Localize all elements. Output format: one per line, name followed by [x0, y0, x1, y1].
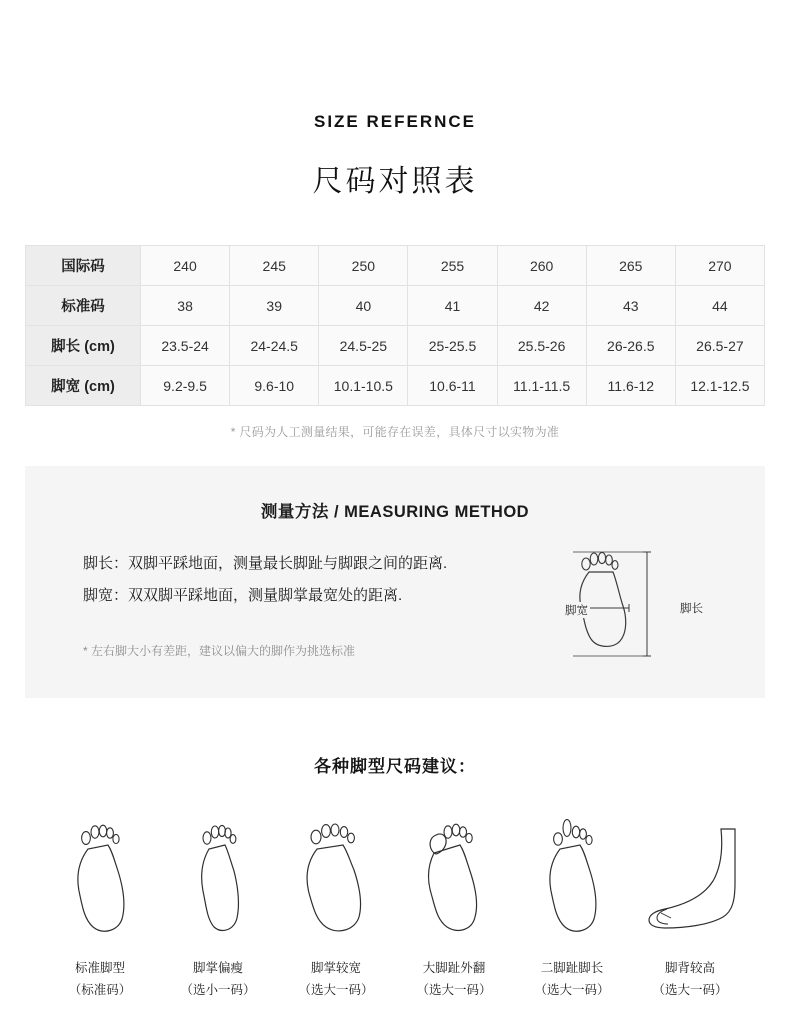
- foot-bunion-icon: [395, 811, 513, 941]
- table-cell: 26-26.5: [586, 326, 675, 366]
- table-row: [26, 286, 765, 326]
- method-line-width: 脚宽：双双脚平踩地面，测量脚掌最宽处的距离.: [83, 587, 403, 604]
- page-title-en: SIZE REFERNCE: [313, 112, 477, 131]
- recommend-label: 脚背较高: [664, 961, 715, 975]
- list-item: [513, 811, 631, 1001]
- table-cell: 25.5-26: [497, 326, 586, 366]
- size-table-wrapper: [25, 245, 765, 440]
- list-item: [277, 811, 395, 1001]
- table-cell: 10.6-11: [408, 366, 497, 406]
- recommend-label: 标准脚型: [74, 961, 125, 975]
- foot-standard-icon: [41, 811, 159, 941]
- table-cell: 265: [586, 246, 675, 286]
- recommend-sub: （选大一码）: [416, 983, 492, 997]
- foot-long-second-toe-icon: [513, 811, 631, 941]
- measuring-method-note: * 左右脚大小有差距，建议以偏大的脚作为挑选标准: [83, 644, 356, 658]
- table-cell: 25-25.5: [408, 326, 497, 366]
- list-item: [395, 811, 513, 1001]
- foot-narrow-icon: [159, 811, 277, 941]
- measuring-method-panel: [25, 466, 765, 698]
- table-cell: 26.5-27: [675, 326, 764, 366]
- recommend-label: 脚掌偏瘦: [192, 961, 243, 975]
- list-item: [631, 811, 749, 1001]
- recommend-sub: （标准码）: [68, 983, 132, 997]
- foot-high-instep-icon: [631, 811, 749, 941]
- table-row: [26, 326, 765, 366]
- table-cell: 10.1-10.5: [319, 366, 408, 406]
- page-title-cn: 尺码对照表: [312, 165, 478, 198]
- table-cell: 43: [586, 286, 675, 326]
- table-cell: 260: [497, 246, 586, 286]
- table-cell: 255: [408, 246, 497, 286]
- recommend-sub: （选大一码）: [652, 983, 728, 997]
- foot-wide-icon: [277, 811, 395, 941]
- table-cell: 11.1-11.5: [497, 366, 586, 406]
- table-cell: 23.5-24: [141, 326, 230, 366]
- row-header: 脚宽 (cm): [26, 366, 141, 406]
- row-header: 国际码: [26, 246, 141, 286]
- table-cell: 44: [675, 286, 764, 326]
- row-header: 标准码: [26, 286, 141, 326]
- table-cell: 240: [141, 246, 230, 286]
- table-cell: 24.5-25: [319, 326, 408, 366]
- list-item: [41, 811, 159, 1001]
- recommend-sub: （选小一码）: [180, 983, 256, 997]
- diagram-width-label: 脚宽: [563, 602, 590, 618]
- recommend-title: 各种脚型尺码建议：: [314, 757, 476, 776]
- size-table: [25, 245, 765, 406]
- table-cell: 42: [497, 286, 586, 326]
- page-header: [0, 0, 790, 200]
- table-cell: 40: [319, 286, 408, 326]
- table-cell: 41: [408, 286, 497, 326]
- diagram-length-label: 脚长: [680, 603, 703, 615]
- recommend-sub: （选大一码）: [298, 983, 374, 997]
- table-row: [26, 366, 765, 406]
- table-cell: 11.6-12: [586, 366, 675, 406]
- table-cell: 12.1-12.5: [675, 366, 764, 406]
- table-cell: 39: [230, 286, 319, 326]
- table-cell: 250: [319, 246, 408, 286]
- recommend-label: 大脚趾外翻: [422, 961, 486, 975]
- table-cell: 9.2-9.5: [141, 366, 230, 406]
- recommend-label: 脚掌较宽: [310, 961, 361, 975]
- list-item: [159, 811, 277, 1001]
- table-cell: 38: [141, 286, 230, 326]
- table-cell: 270: [675, 246, 764, 286]
- table-cell: 24-24.5: [230, 326, 319, 366]
- table-row: [26, 246, 765, 286]
- table-cell: 9.6-10: [230, 366, 319, 406]
- foot-measure-diagram: [559, 538, 703, 668]
- measuring-method-title: 测量方法 / MEASURING METHOD: [260, 503, 530, 521]
- method-line-length: 脚长：双脚平踩地面，测量最长脚趾与脚跟之间的距离.: [83, 555, 448, 572]
- recommend-row: [0, 811, 790, 1001]
- size-table-note: * 尺码为人工测量结果，可能存在误差，具体尺寸以实物为准: [230, 425, 560, 439]
- recommend-sub: （选大一码）: [534, 983, 610, 997]
- recommend-label: 二脚趾脚长: [540, 961, 604, 975]
- row-header: 脚长 (cm): [26, 326, 141, 366]
- table-cell: 245: [230, 246, 319, 286]
